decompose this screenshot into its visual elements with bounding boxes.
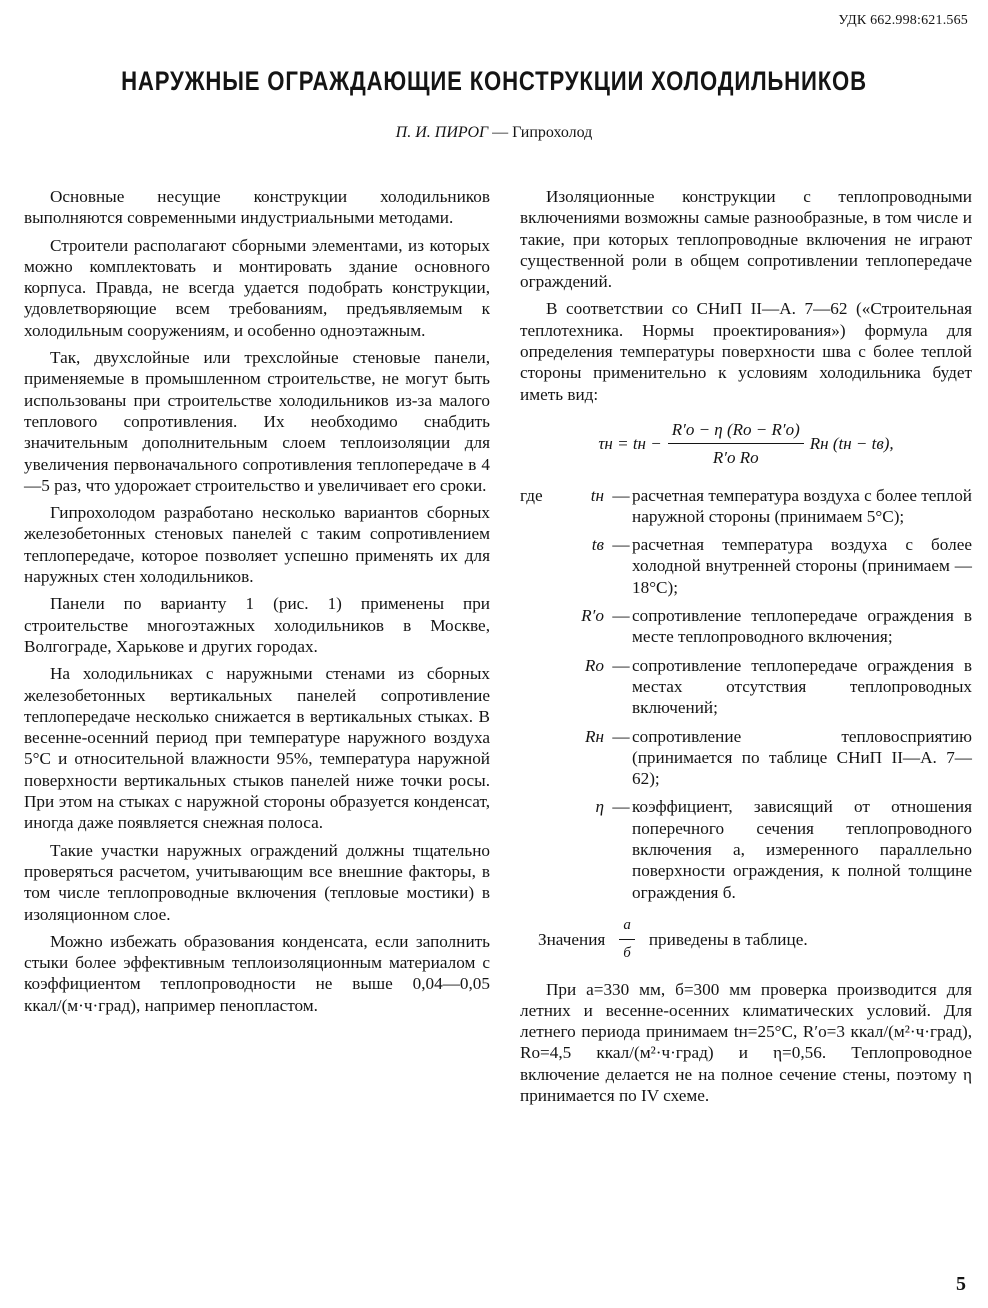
author-separator: — bbox=[488, 124, 513, 141]
right-column bbox=[520, 186, 972, 1112]
definition-item bbox=[520, 605, 972, 648]
formula-denominator: R′о Rо bbox=[712, 448, 759, 468]
definition-item bbox=[520, 485, 972, 528]
definition-text: расчетная температура воздуха с более холодной внутренней стороны (принимаем —18°С); bbox=[632, 535, 972, 597]
definition-item bbox=[520, 726, 972, 790]
paragraph: В соответствии со СНиП II—А. 7—62 («Строительная теплотехника. Нормы проектирования») формула для определения температуры поверхности шва с более теплой стороны применительно к условиям холодильника будет иметь вид: bbox=[520, 299, 972, 404]
paragraph: На холодильниках с наружными стенами из сборных железобетонных вертикальных панелей сопротивление теплопередаче несколько снижается в вертикальных стыках. В весенне-осенний период при температуре наружного воздуха 5°С и относительной влажности 95%, температура наружной поверхности вертикальных стыков панелей ниже точки росы. При этом на стыках с наружной стороны образуется конденсат, иногда даже появляется снежная полоса. bbox=[24, 664, 490, 833]
definition-dash: — bbox=[612, 726, 630, 746]
ratio-line bbox=[538, 915, 972, 965]
udc-code: УДК 662.998:621.565 bbox=[838, 13, 968, 28]
surface-temperature-formula bbox=[520, 419, 972, 469]
author-organization: Гипрохолод bbox=[512, 124, 593, 141]
formula-fraction bbox=[668, 419, 804, 469]
ratio-fraction bbox=[619, 915, 635, 965]
formula-tail: Rн (tн − tв), bbox=[809, 434, 894, 454]
formula-lhs: τн = tн − bbox=[598, 434, 662, 454]
ratio-after: приведены в таблице. bbox=[648, 930, 808, 950]
ratio-numerator: а bbox=[619, 915, 635, 940]
definition-symbol: tн bbox=[590, 485, 604, 505]
definition-dash: — bbox=[612, 485, 630, 505]
paragraph: При а=330 мм, б=300 мм проверка производится для летних и весенне-осенних климатических условий. Для летнего периода принимаем tн=25°С, R′о=3 ккал/(м²·ч·град), Rо=4,5 ккал/(м²·ч·град) и η=0,56. Теплопроводное включение делается не на полное сечение стены, поэтому η принимается по IV схеме. bbox=[520, 979, 972, 1105]
definitions-list bbox=[520, 485, 972, 903]
definition-text: коэффициент, зависящий от отношения поперечного сечения теплопроводного включения а, измеренного параллельно поверхности ограждения, к полной толщине ограждения б. bbox=[632, 797, 972, 902]
definition-item bbox=[520, 796, 972, 902]
paragraph: Панели по варианту 1 (рис. 1) применены при строительстве многоэтажных холодильников в Москве, Волгограде, Харькове и других городах. bbox=[24, 594, 490, 656]
author-line bbox=[0, 124, 988, 142]
definition-item bbox=[520, 655, 972, 719]
definition-item bbox=[520, 534, 972, 598]
formula-numerator: R′о − η (Rо − R′о) bbox=[668, 419, 804, 444]
paragraph: Основные несущие конструкции холодильников выполняются современными индустриальными методами. bbox=[24, 187, 490, 228]
paragraph: Так, двухслойные или трехслойные стеновые панели, применяемые в промышленном строительстве, не могут быть использованы при строительстве холодильников из-за малого теплового сопротивления. Их необходимо снабдить значительным дополнительным слоем теплоизоляции для увеличения первоначального сопротивления теплопередаче в 4—5 раз, что удорожает строительство и увеличивает его сроки. bbox=[24, 348, 490, 495]
where-label: где bbox=[520, 485, 543, 505]
definition-text: сопротивление тепловосприятию (принимается по таблице СНиП II—А. 7—62); bbox=[632, 726, 972, 789]
definition-symbol: η bbox=[595, 797, 604, 817]
paragraph: Изоляционные конструкции с теплопроводными включениями возможны самые разнообразные, в том числе и такие, при которых теплопроводные включения не играют существенной роли в общем сопротивлении теплопередаче ограждений. bbox=[520, 187, 972, 292]
paragraph: Такие участки наружных ограждений должны тщательно проверяться расчетом, учитывающим все внешние факторы, в том числе теплопроводные включения (тепловые мостики) в изоляционном слое. bbox=[24, 840, 490, 924]
definition-dash: — bbox=[612, 797, 630, 817]
definition-symbol: Rн bbox=[584, 726, 604, 746]
definition-symbol: tв bbox=[591, 535, 604, 555]
paragraph: Можно избежать образования конденсата, если заполнить стыки более эффективным теплоизоляционным материалом с коэффициентом теплопроводности не выше 0,04—0,05 ккал/(м·ч·град), например пенопластом. bbox=[24, 931, 490, 1015]
definition-dash: — bbox=[612, 535, 630, 555]
ratio-denominator: б bbox=[623, 945, 631, 962]
definition-text: сопротивление теплопередаче ограждения в месте теплопроводного включения; bbox=[632, 606, 972, 647]
definition-dash: — bbox=[612, 606, 630, 626]
left-column bbox=[24, 186, 490, 1022]
ratio-before: Значения bbox=[538, 930, 606, 950]
definition-symbol: R′о bbox=[581, 606, 604, 626]
paragraph: Гипрохолодом разработано несколько вариантов сборных железобетонных стеновых панелей с таким сопротивлением теплопередаче, которое позволяет успешно применять их для наружных стен холодильников. bbox=[24, 503, 490, 587]
page-number: 5 bbox=[956, 1273, 966, 1295]
definition-symbol: Rо bbox=[584, 655, 604, 675]
definition-text: сопротивление теплопередаче ограждения в местах отсутствия теплопроводных включений; bbox=[632, 655, 972, 718]
article-title: НАРУЖНЫЕ ОГРАЖДАЮЩИЕ КОНСТРУКЦИИ ХОЛОДИЛЬНИКОВ bbox=[121, 66, 867, 96]
paragraph: Строители располагают сборными элементами, из которых можно комплектовать и монтировать здание основного корпуса. Правда, не всегда удается подобрать конструкции, удовлетворяющие всем требованиям, предъявляемым к холодильным сооружениям, и особенно одноэтажным. bbox=[24, 235, 490, 340]
definition-text: расчетная температура воздуха с более теплой наружной стороны (принимаем 5°С); bbox=[632, 485, 972, 526]
author-name: П. И. ПИРОГ bbox=[395, 124, 489, 141]
definition-dash: — bbox=[612, 655, 630, 675]
